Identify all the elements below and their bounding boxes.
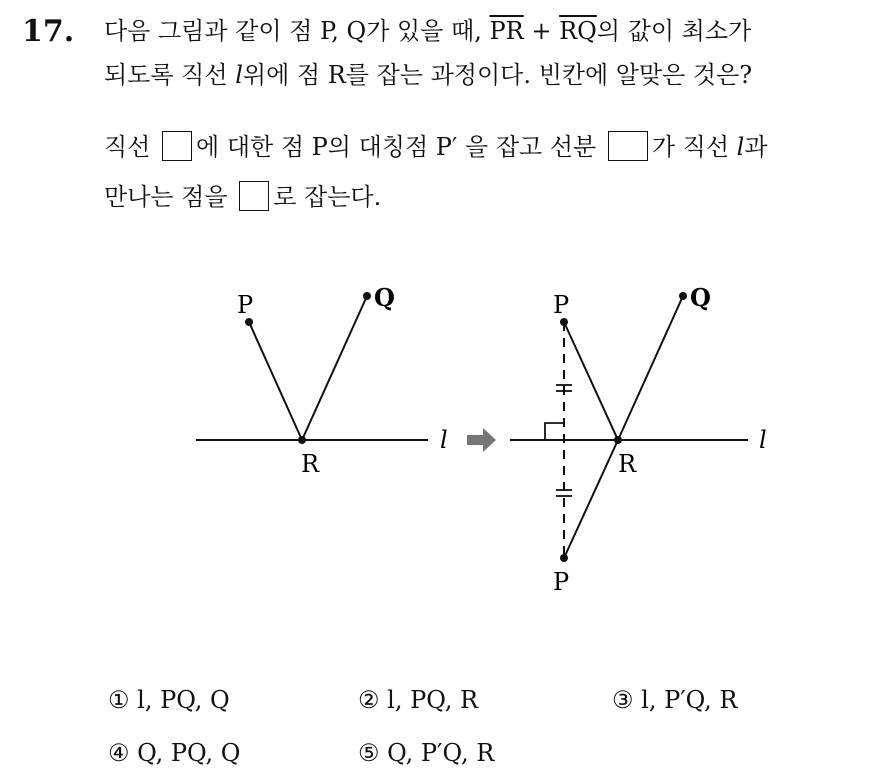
process-text-1: 직선 bbox=[104, 133, 151, 161]
right-label-pprime: P bbox=[553, 568, 570, 596]
right-segment-pprime-r bbox=[564, 440, 618, 558]
right-point-r bbox=[614, 436, 622, 444]
question-text-2a: 되도록 직선 bbox=[104, 61, 228, 89]
choice-2[interactable]: ② l, PQ, R bbox=[358, 686, 479, 714]
left-diagram bbox=[196, 283, 448, 478]
left-label-r: R bbox=[301, 450, 320, 478]
right-point-q bbox=[679, 292, 687, 300]
choice-1[interactable]: ① l, PQ, Q bbox=[108, 686, 230, 714]
right-label-l: l bbox=[759, 426, 767, 454]
question-text-2b: 위에 점 R를 잡는 과정이다. 빈칸에 알맞은 것은? bbox=[242, 61, 753, 89]
right-diagram bbox=[510, 283, 767, 596]
plus-sign: + bbox=[531, 17, 552, 45]
segment-pr: $\overline{PR}$ bbox=[489, 17, 524, 45]
process-text-3: 가 직선 bbox=[651, 133, 730, 161]
choice-4[interactable]: ④ Q, PQ, Q bbox=[108, 739, 241, 767]
choice-5[interactable]: ⑤ Q, P′Q, R bbox=[358, 739, 495, 767]
right-label-q: Q bbox=[690, 283, 711, 312]
left-point-p bbox=[245, 318, 253, 326]
arrow-icon bbox=[467, 428, 496, 452]
line-l-label: l bbox=[235, 61, 243, 89]
right-point-pprime bbox=[560, 554, 568, 562]
right-segment-rq bbox=[618, 296, 683, 440]
left-segment-pr bbox=[249, 322, 302, 440]
right-label-p: P bbox=[553, 291, 570, 319]
choice-3[interactable]: ③ l, P′Q, R bbox=[612, 686, 738, 714]
question-number: 17. bbox=[22, 14, 75, 49]
line-l-label-2: l bbox=[736, 133, 745, 161]
left-label-p: P bbox=[237, 291, 254, 319]
question-text-1a: 다음 그림과 같이 점 P, Q가 있을 때, bbox=[104, 17, 482, 45]
left-point-r bbox=[298, 436, 306, 444]
left-label-q: Q bbox=[374, 283, 395, 312]
right-point-p bbox=[560, 318, 568, 326]
right-label-r: R bbox=[618, 450, 637, 478]
right-angle-mark bbox=[545, 423, 564, 440]
right-segment-pr bbox=[564, 322, 618, 440]
process-text-4: 만나는 점을 bbox=[104, 183, 228, 211]
left-point-q bbox=[363, 292, 371, 300]
left-label-l: l bbox=[440, 426, 448, 454]
process-text-5: 로 잡는다. bbox=[273, 183, 382, 211]
segment-rq: $\overline{RQ}$ bbox=[559, 17, 597, 45]
question-text-1b: 의 값이 최소가 bbox=[596, 17, 752, 45]
process-text-3b: 과 bbox=[744, 133, 768, 161]
process-text-2: 에 대한 점 P의 대칭점 P′ 을 잡고 선분 bbox=[196, 133, 597, 161]
left-segment-rq bbox=[302, 296, 367, 440]
